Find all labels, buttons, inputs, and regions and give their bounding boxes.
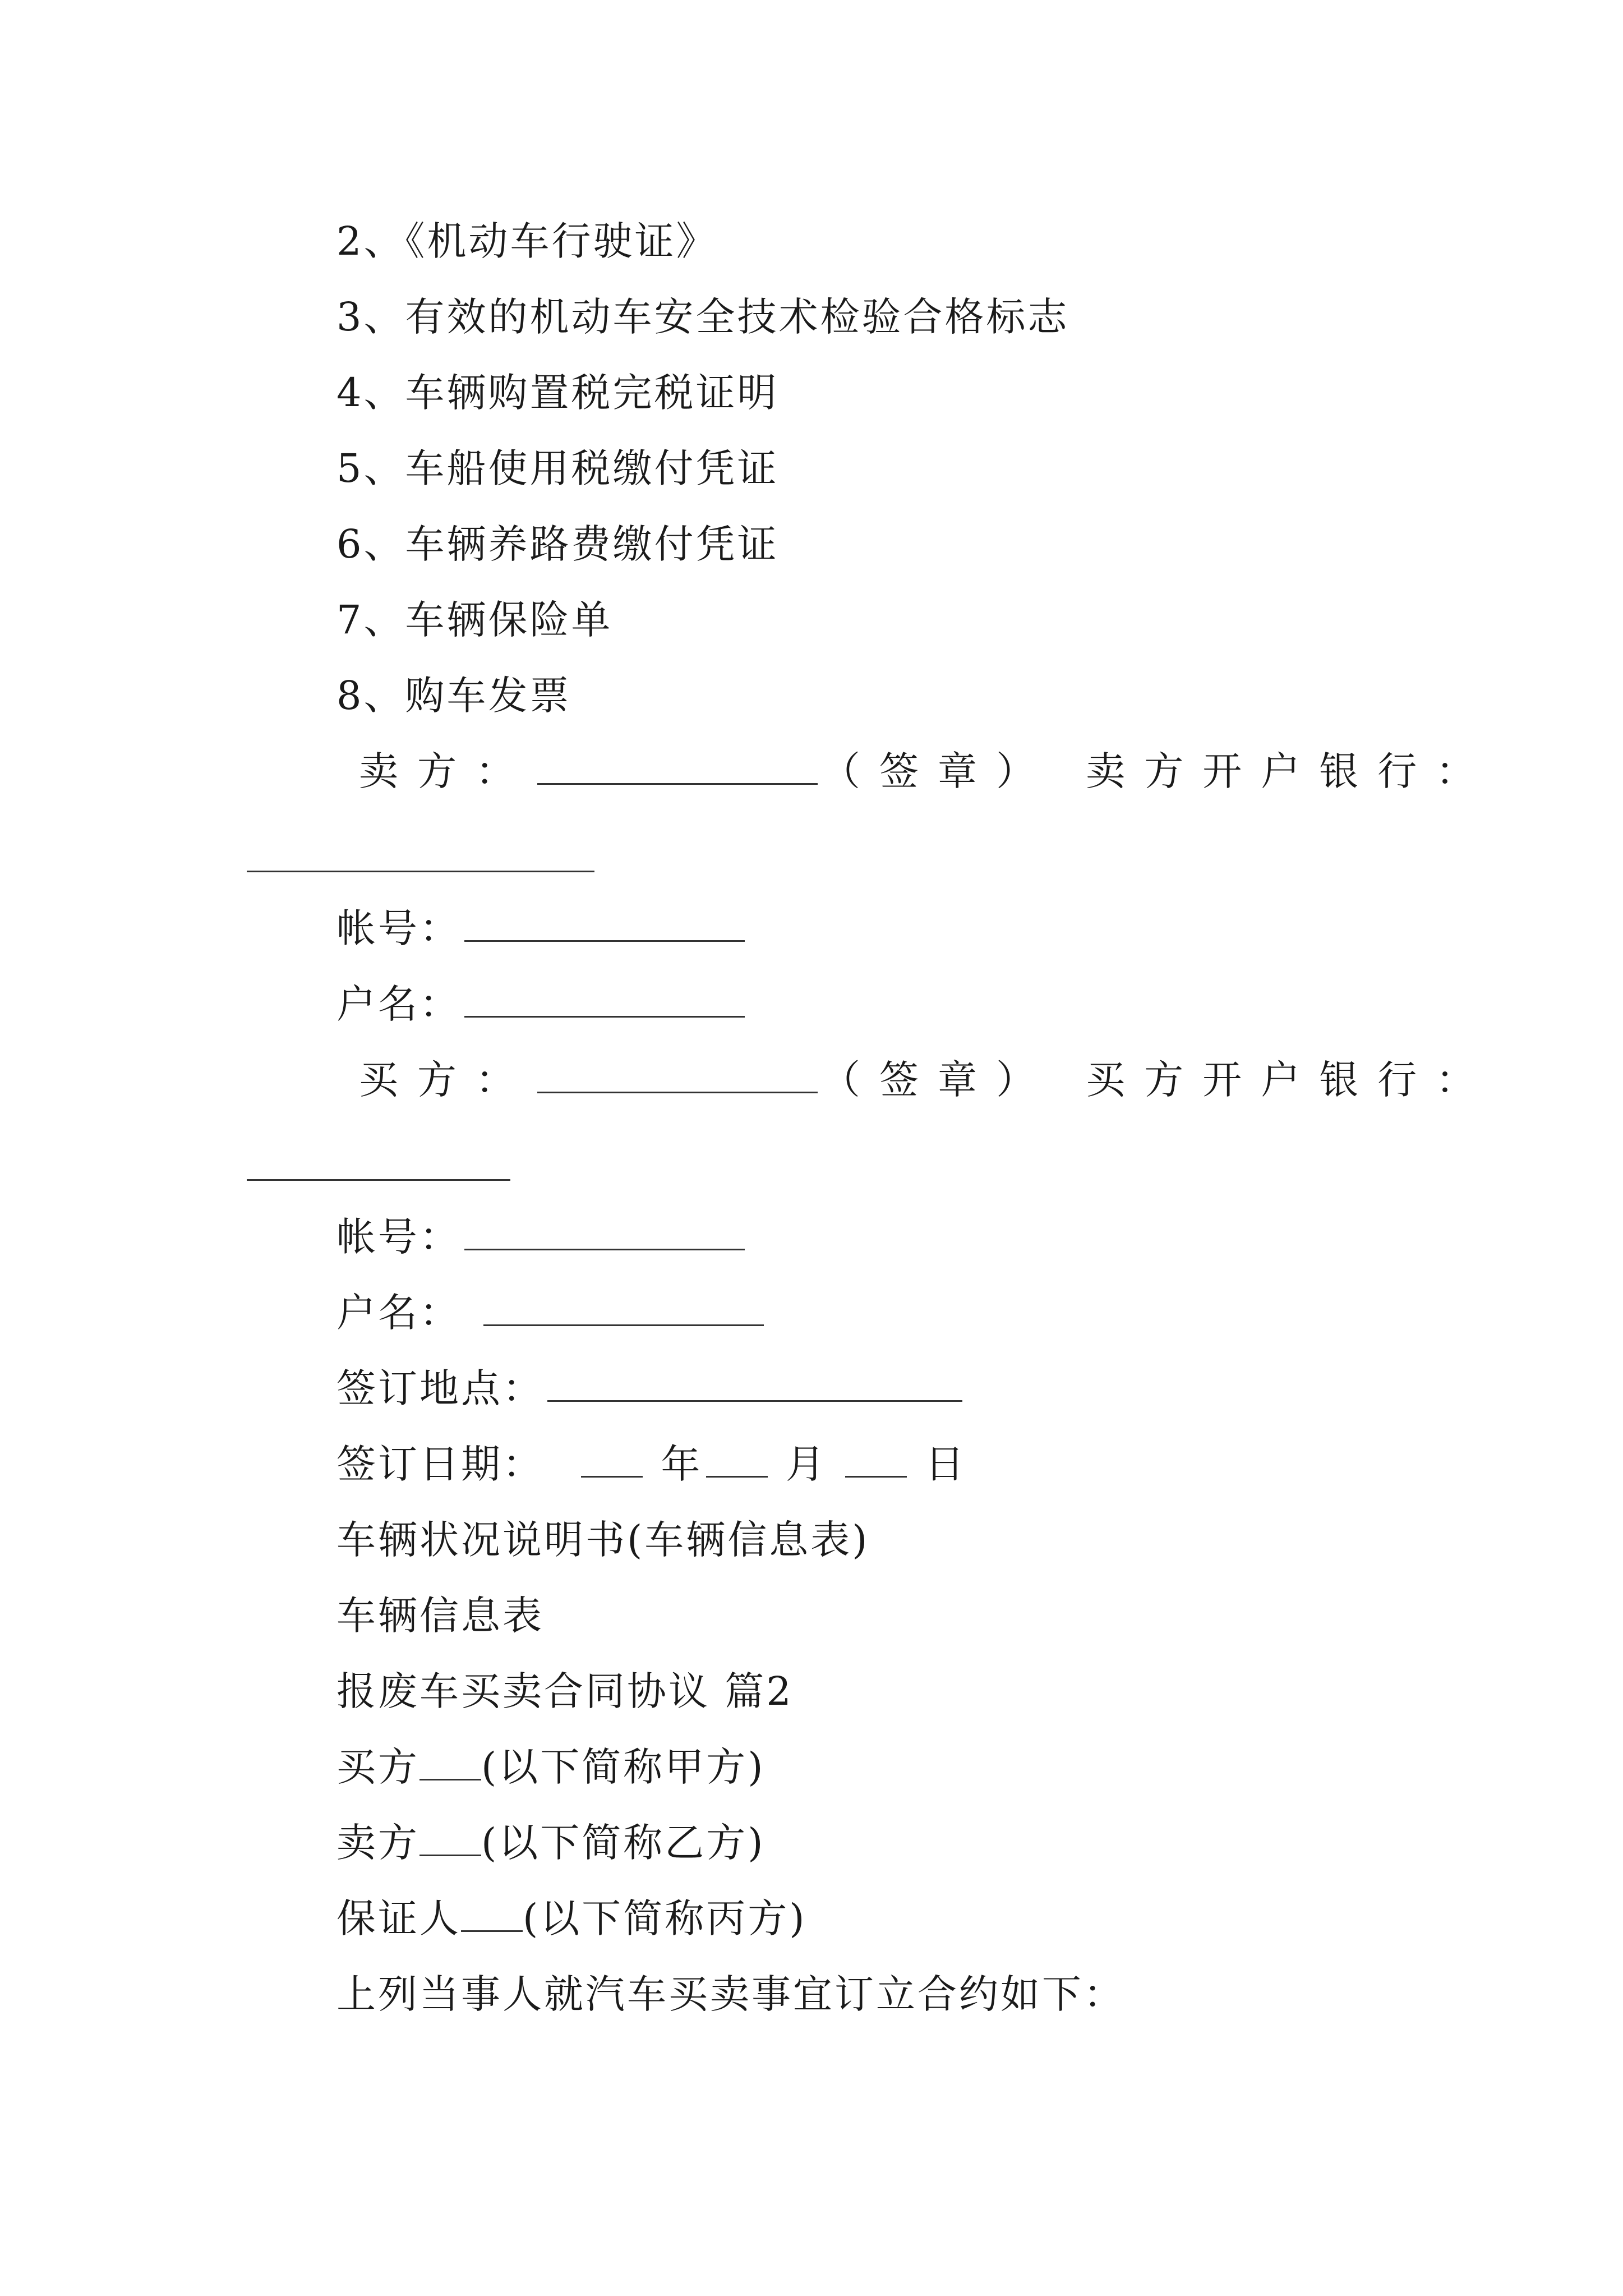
buyer-account-line bbox=[336, 1212, 748, 1262]
buyer-signature-blank[interactable] bbox=[537, 1058, 818, 1093]
list-item: 8、购车发票 bbox=[336, 673, 571, 719]
party-b-note: (以下简称乙方) bbox=[481, 1820, 766, 1866]
list-item: 5、车船使用税缴付凭证 bbox=[336, 445, 779, 491]
seller-account-label: 帐号： bbox=[336, 905, 461, 951]
vehicle-description: 车辆状况说明书(车辆信息表) bbox=[336, 1517, 870, 1563]
buyer-bank-blank[interactable] bbox=[247, 1179, 510, 1181]
party-a-line bbox=[336, 1742, 766, 1792]
seller-name-label: 户名： bbox=[336, 981, 461, 1027]
party-a-note: (以下简称甲方) bbox=[481, 1744, 766, 1790]
list-item: 4、车辆购置税完税证明 bbox=[336, 370, 779, 416]
month-label: 月 bbox=[785, 1441, 827, 1487]
buyer-account-blank[interactable] bbox=[464, 1215, 745, 1250]
buyer-seal-label: （签章） bbox=[821, 1057, 1054, 1103]
day-blank[interactable] bbox=[845, 1442, 907, 1478]
seller-signature-blank[interactable] bbox=[537, 749, 818, 785]
buyer-name-blank[interactable] bbox=[483, 1291, 764, 1326]
list-item: 6、车辆养路费缴付凭证 bbox=[336, 521, 779, 567]
signing-place-blank[interactable] bbox=[547, 1366, 962, 1402]
seller-account-blank[interactable] bbox=[464, 907, 745, 942]
signing-date-label: 签订日期： bbox=[336, 1441, 544, 1487]
seller-bank-label: 卖方开户银行： bbox=[1086, 748, 1495, 794]
buyer-account-label: 帐号： bbox=[336, 1214, 461, 1260]
intro-paragraph: 上列当事人就汽车买卖事宜订立合约如下： bbox=[336, 1971, 1125, 2017]
seller-line bbox=[359, 746, 1494, 797]
party-b-line bbox=[336, 1818, 766, 1868]
list-item: 7、车辆保险单 bbox=[336, 597, 613, 643]
list-item: 3、有效的机动车安全技术检验合格标志 bbox=[336, 294, 1069, 340]
month-blank[interactable] bbox=[706, 1442, 768, 1478]
seller-label: 卖方： bbox=[359, 748, 534, 794]
vehicle-info-table-title: 车辆信息表 bbox=[336, 1593, 544, 1639]
signing-place-line bbox=[336, 1363, 966, 1414]
buyer-name-line bbox=[336, 1287, 767, 1338]
seller-bank-blank[interactable] bbox=[247, 871, 594, 872]
buyer-bank-label: 买方开户银行： bbox=[1086, 1057, 1495, 1103]
buyer-name-label: 户名： bbox=[336, 1290, 461, 1336]
section-title: 报废车买卖合同协议 篇2 bbox=[336, 1668, 794, 1714]
day-label: 日 bbox=[925, 1441, 967, 1487]
signing-place-label: 签订地点： bbox=[336, 1365, 544, 1411]
seller-name-blank[interactable] bbox=[464, 982, 745, 1018]
party-c-blank[interactable] bbox=[461, 1897, 523, 1932]
party-a-label: 买方 bbox=[336, 1744, 419, 1790]
party-a-blank[interactable] bbox=[419, 1745, 481, 1780]
party-c-label: 保证人 bbox=[336, 1895, 461, 1941]
list-item: 2、《机动车行驶证》 bbox=[336, 218, 718, 264]
party-c-line bbox=[336, 1893, 807, 1944]
signing-date-line bbox=[336, 1439, 966, 1489]
seller-name-line bbox=[336, 979, 748, 1029]
party-b-blank[interactable] bbox=[419, 1821, 481, 1856]
buyer-label: 买方： bbox=[359, 1057, 534, 1103]
seller-account-line bbox=[336, 903, 748, 954]
year-blank[interactable] bbox=[581, 1442, 643, 1478]
year-label: 年 bbox=[661, 1441, 703, 1487]
party-b-label: 卖方 bbox=[336, 1820, 419, 1866]
party-c-note: (以下简称丙方) bbox=[523, 1895, 807, 1941]
buyer-line bbox=[359, 1055, 1494, 1105]
seller-seal-label: （签章） bbox=[821, 748, 1054, 794]
